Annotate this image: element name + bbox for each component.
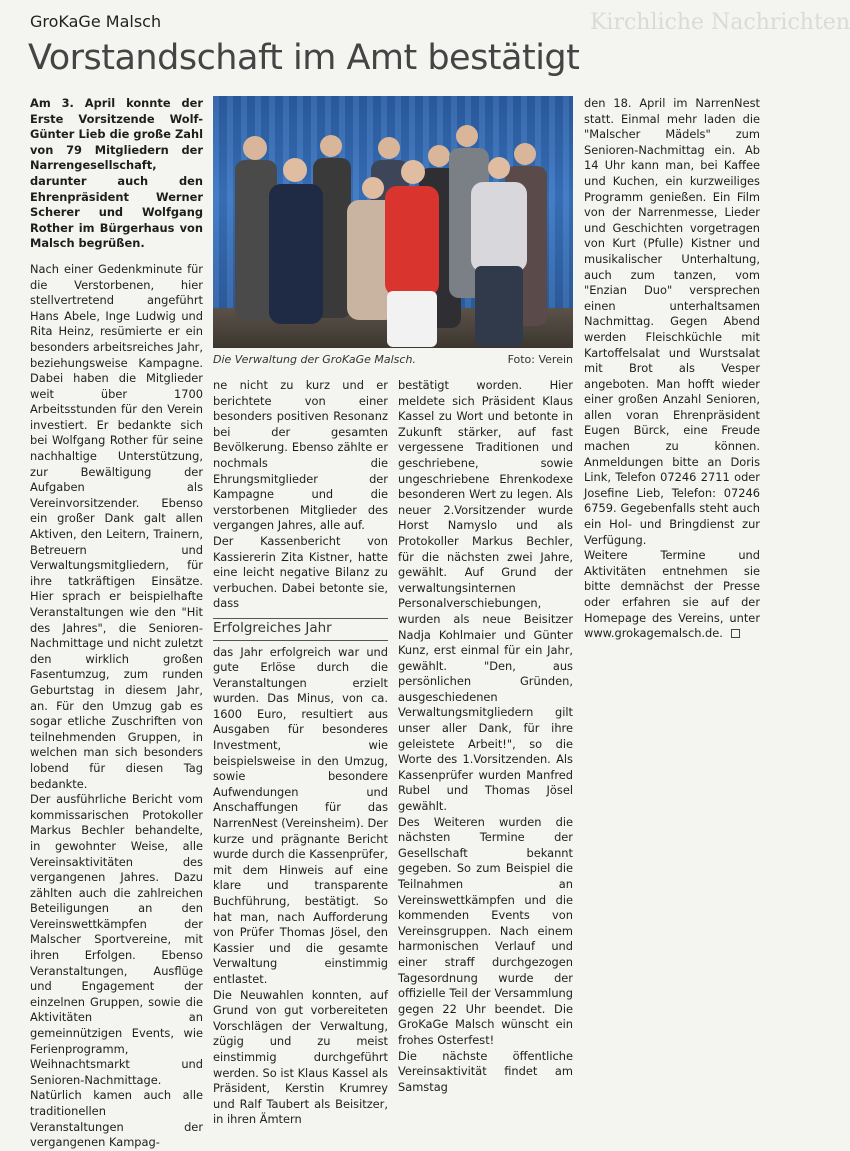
- paragraph: [584, 548, 760, 642]
- kicker: GroKaGe Malsch: [30, 12, 162, 31]
- paragraph: Des Weiteren wurden die nächsten Termine der Gesellschaft bekannt gegeben. So zum Beispiel die Teilnahmen an Vereinswettkämpfen und die kommenden Events von Vereinsgruppen. Nach einem harmonischen Verlauf und einer straff durchgezogen Tagesordnung wurde der offizielle Teil der Versammlung gegen 22 Uhr beendet. Die GroKaGe Malsch wünscht ein frohes Osterfest!: [398, 814, 573, 1047]
- paragraph: bestätigt worden. Hier meldete sich Präsident Klaus Kassel zu Wort und betonte in Zukunft stärker, auf fast vergessene Traditionen und geschriebene, sowie ungeschriebene Ehrenkodexe besonderen Wert zu legen. Als neuer 2.Vorsitzender wurde Horst Namyslo und als Protokoller Markus Bechler, für die nächsten zwei Jahre, gewählt. Auf Grund der verwaltungsinternen Personalverschiebungen, wurden als neue Beisitzer Nadja Kohlmaier und Günter Kunz, erst einmal für ein Jahr, gewählt. "Den, aus persönlichen Gründen, ausgeschiedenen Verwaltungsmitgliedern gilt unser aller Dank, für ihre geleistete Arbeit!", so die Worte des 1.Vorsitzenden. Als Kassenprüfer wurden Manfred Rubel und Thomas Jösel gewählt.: [398, 378, 573, 814]
- end-mark-icon: [731, 629, 740, 638]
- column-1: [30, 96, 203, 1150]
- photo-credit: Foto: Verein: [507, 353, 573, 366]
- photo-caption: [213, 353, 573, 366]
- column-2: [213, 378, 388, 1127]
- paragraph: Die Neuwahlen konnten, auf Grund von gut vorbereiteten Vorschlägen der Verwaltung, zügig und zu meist einstimmig durchgeführt werden. So ist Klaus Kassel als Präsident, Kerstin Krumrey und Ralf Taubert als Beisitzer, in ihren Ämtern: [213, 987, 388, 1127]
- paragraph: das Jahr erfolgreich war und gute Erlöse durch die Veranstaltungen erzielt wurden. Das Minus, von ca. 1600 Euro, resultiert aus Ausgaben für besonderes Investment, wie beispielsweise in den Umzug, sowie besondere Aufwendungen und Anschaffungen für das NarrenNest (Vereinsheim). Der kurze und prägnante Bericht wurde durch die Kassenprüfer, mit dem Hinweis auf eine klare und transparente Buchführung, bestätigt. So hat man, nach Aufforderung von Prüfer Thomas Jösel, den Kassier und die gesamte Verwaltung einstimmig entlastet.: [213, 644, 388, 986]
- people-silhouettes: [213, 96, 573, 348]
- lead-paragraph: Am 3. April konnte der Erste Vorsitzende Wolf-Günter Lieb die große Zahl von 79 Mitgliedern der Narrengesellschaft, darunter auch den Ehrenpräsident Werner Scherer und Wolfgang Rother im Bürgerhaus von Malsch begrüßen.: [30, 96, 203, 251]
- paragraph: Der Kassenbericht von Kassiererin Zita Kistner, hatte eine leicht negative Bilanz zu verbuchen. Dabei betonte sie, dass: [213, 533, 388, 611]
- paragraph: ne nicht zu kurz und er berichtete von einer besonders positiven Resonanz bei der gesamten Bevölkerung. Ebenso zählte er nochmals die Ehrungsmitglieder der Kampagne und die verstorbenen Mitglieder des vergangen Jahres, alle auf.: [213, 378, 388, 533]
- caption-text: Die Verwaltung der GroKaGe Malsch.: [213, 353, 416, 366]
- group-photo: [213, 96, 573, 348]
- column-4: [584, 96, 760, 641]
- paragraph: Nach einer Gedenkminute für die Verstorbenen, hier stellvertretend angeführt Hans Abele, Inge Ludwig und Rita Heinz, resümierte er ein besonders arbeitsreiches Jahr, beziehungsweise Kampagne. Dabei haben die Mitglieder weit über 1700 Arbeitsstunden für den Verein investiert. Er bedankte sich bei Wolfgang Rother für seine nachhaltige Unterstützung, zur Bewältigung der Aufgaben als Vereinvorsitzender. Ebenso ein großer Dank galt allen Aktiven, den Leitern, Trainern, Betreuern und Verwaltungsmitgliedern, für ihre tatkräftigen Einsätze. Hier sprach er beispielhafte Veranstaltungen wie den "Hit des Jahres", die Senioren-Nachmittage und nicht zuletzt den wirklich großen Fasentumzug, zum runden Geburtstag in diesem Jahr, an. Für den Umzug gab es sogar etliche Zuschriften von teilnehmenden Gruppen, in welchen man sich besonders lobend für diesen Tag bedankte.: [30, 261, 203, 791]
- closing-text: Weitere Termine und Aktivitäten entnehmen sie bitte demnächst der Presse oder erfahren sie auf der Homepage des Vereins, unter www.grokagemalsch.de.: [584, 548, 760, 641]
- paragraph: den 18. April im NarrenNest statt. Einmal mehr laden die "Malscher Mädels" zum Senioren-Nachmittag ein. Ab 14 Uhr kann man, bei Kaffee und Kuchen, ein kurzweiliges Programm genießen. Ein Film von der Narrenmesse, Lieder und Geschichten vorgetragen von Kurt (Pfulle) Kistner und musikalischer Unterhaltung, auch zum tanzen, vom "Enzian Duo" versprechen einen unterhaltsamen Nachmittag. Gegen Abend werden Fleischküchle mit Kartoffelsalat und Wurstsalat mit Brot als Vesper angeboten. Man hofft wieder einer großen Anzahl Senioren, allen voran Ehrenpräsident Eugen Bürck, eine Freude machen zu können. Anmeldungen bitte an Doris Link, Telefon 07246 2711 oder Josefine Lieb, Telefon: 07246 6759. Gegebenfalls steht auch ein Hol- und Bringdienst zur Verfügung.: [584, 96, 760, 547]
- column-3: [398, 378, 573, 1094]
- ghost-heading: Kirchliche Nachrichten: [590, 10, 850, 35]
- paragraph: Die nächste öffentliche Vereinsaktivität findet am Samstag: [398, 1048, 573, 1094]
- paragraph: Der ausführliche Bericht vom kommissarischen Protokoller Markus Bechler behandelte, in gewohnter Weise, alle Vereinsaktivitäten des vergangenen Jahres. Dazu zählten auch die zahlreichen Beteiligungen an den Vereinswettkämpfen der Malscher Sportvereine, mit ihren Erfolgen. Ebenso Veranstaltungen, Ausflüge und Engagement der einzelnen Gruppen, sowie die Aktivitäten an gemeinnützigen Events, wie Ferienprogramm, Weihnachtsmarkt und Senioren-Nachmittage. Natürlich kamen auch alle traditionellen Veranstaltungen der vergangenen Kampag-: [30, 792, 203, 1150]
- headline: Vorstandschaft im Amt bestätigt: [28, 38, 580, 78]
- subheading: Erfolgreiches Jahr: [213, 618, 388, 641]
